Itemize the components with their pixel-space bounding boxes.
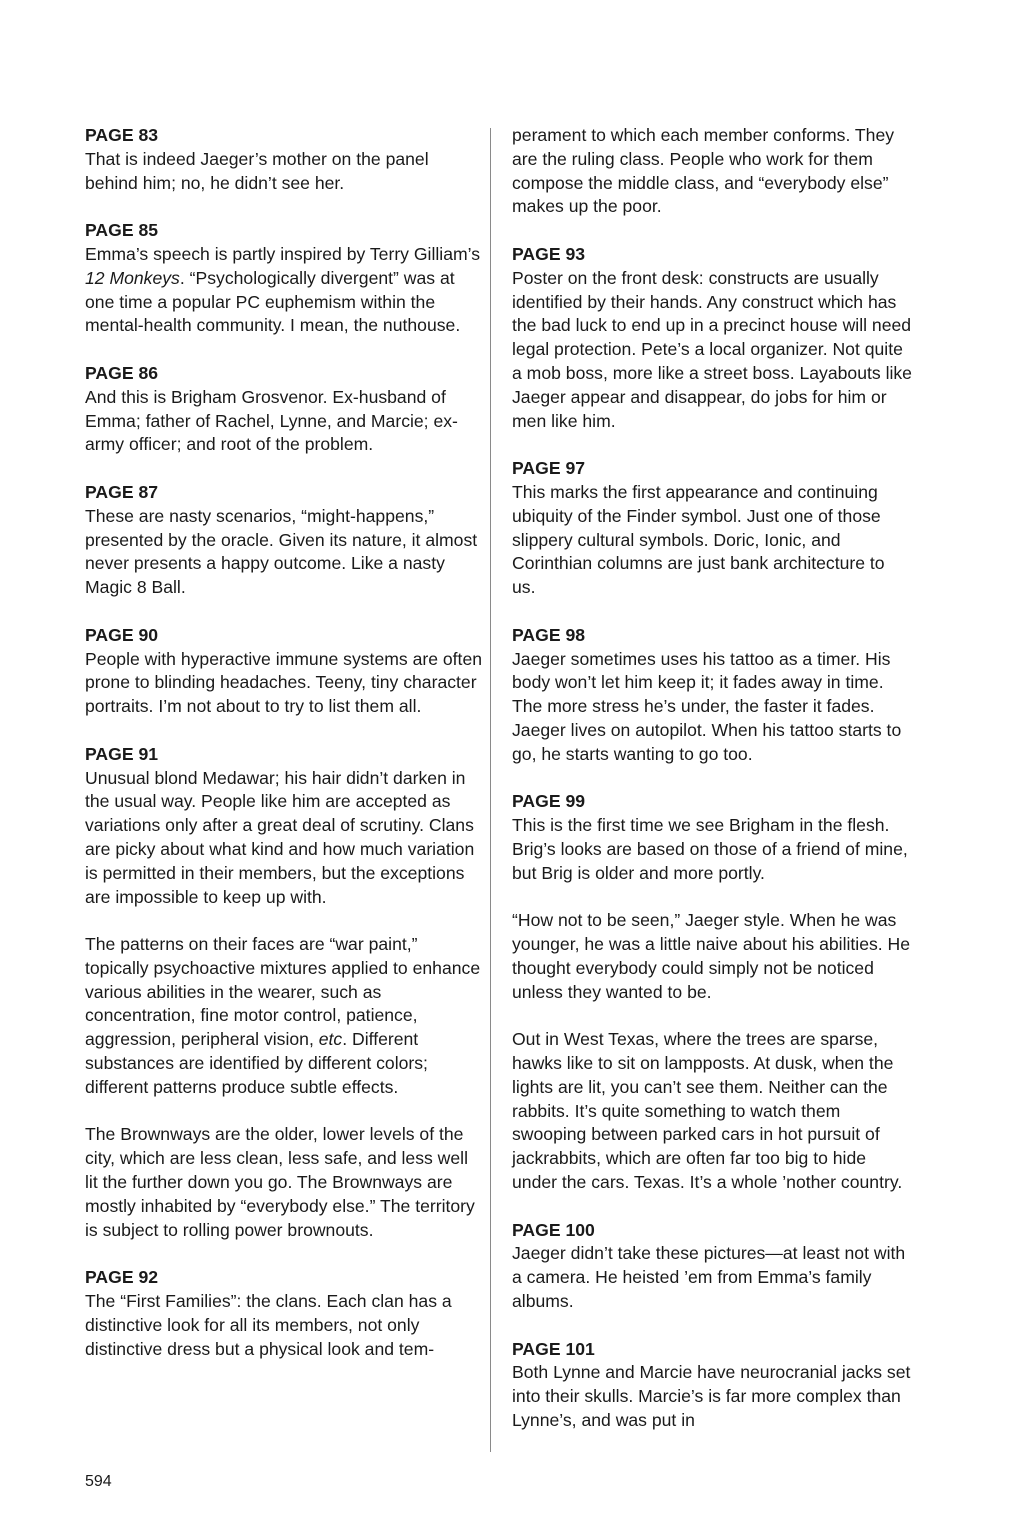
- note-page-101: Both Lynne and Marcie have neurocranial jacks set into their skulls. Marcie’s is far more complex than Lynne’s, and was put in: [512, 1362, 911, 1431]
- heading-page-100: PAGE 100: [512, 1219, 595, 1240]
- note-page-83: That is indeed Jaeger’s mother on the panel behind him; no, he didn’t see her.: [85, 148, 429, 193]
- left-column: [85, 124, 485, 1385]
- note-page-86: And this is Brigham Grosvenor. Ex-husband of Emma; father of Rachel, Lynne, and Marcie; ex-army officer; and root of the problem.: [85, 386, 458, 455]
- column-divider: [490, 128, 491, 1452]
- right-column: [512, 124, 912, 1457]
- note-page-99-para-3: Out in West Texas, where the trees are sparse, hawks like to sit on lampposts. At dusk, when the lights are lit, you can’t see them. Neither can the rabbits. It’s quite something to watch them swooping between parked cars in hot pursuit of jackrabbits, which are often far too big to hide under the cars. Texas. It’s a whole ’nother country.: [512, 1029, 903, 1193]
- note-page-98: Jaeger sometimes uses his tattoo as a timer. His body won’t let him keep it; it fades away in time. The more stress he’s under, the faster it fades. Jaeger lives on autopilot. When his tattoo starts to go, he starts wanting to go too.: [512, 648, 902, 764]
- note-page-91-para-2-part-b: . Different substances are identified by different colors; different patterns produce subtle effects.: [85, 1029, 428, 1097]
- heading-page-87: PAGE 87: [85, 481, 159, 502]
- note-page-100: Jaeger didn’t take these pictures—at least not with a camera. He heisted ’em from Emma’s family albums.: [512, 1243, 906, 1312]
- heading-page-90: PAGE 90: [85, 624, 159, 645]
- note-page-90: People with hyperactive immune systems are often prone to blinding headaches. Teeny, tiny character portraits. I’m not about to try to list them all.: [85, 648, 483, 717]
- heading-page-98: PAGE 98: [512, 624, 586, 645]
- note-page-97: This marks the first appearance and continuing ubiquity of the Finder symbol. Just one of those slippery cultural symbols. Doric, Ionic, and Corinthian columns are just bank architecture to us.: [512, 481, 885, 598]
- etc-italic: etc: [318, 1029, 343, 1050]
- note-page-85-part-b: . “Psychologically divergent” was at one time a popular PC euphemism within the mental-health community. I mean, the nuthouse.: [85, 267, 461, 336]
- heading-page-86: PAGE 86: [85, 362, 159, 383]
- heading-page-101: PAGE 101: [512, 1338, 595, 1359]
- note-page-99-para-1: This is the first time we see Brigham in the flesh. Brig’s looks are based on those of a friend of mine, but Brig is older and more portly.: [512, 815, 908, 883]
- film-title: 12 Monkeys: [85, 267, 180, 288]
- note-page-92: The “First Families”: the clans. Each clan has a distinctive look for all its members, not only distinctive dress but a physical look and tem-: [85, 1291, 452, 1359]
- note-page-99-para-2: “How not to be seen,” Jaeger style. When he was younger, he was a little naive about his abilities. He thought everybody could simply not be noticed unless they wanted to be.: [512, 910, 911, 1002]
- heading-page-93: PAGE 93: [512, 243, 586, 264]
- note-page-91-para-1: Unusual blond Medawar; his hair didn’t darken in the usual way. People like him are accepted as variations only after a great deal of scrutiny. Clans are picky about what kind and how much variation is permitted in their members, but the exceptions are impossible to keep up with.: [85, 767, 475, 907]
- note-page-91-para-2-part-a: The patterns on their faces are “war paint,” topically psychoactive mixtures applied to enhance various abilities in the wearer, such as concentration, fine motor control, patience, aggression, peripheral vision,: [85, 934, 481, 1050]
- note-page-85: [85, 243, 485, 338]
- heading-page-92: PAGE 92: [85, 1267, 159, 1288]
- page-number: 594: [85, 1473, 112, 1490]
- heading-page-85: PAGE 85: [85, 220, 159, 241]
- note-page-85-part-a: Emma’s speech is partly inspired by Terry Gilliam’s: [85, 243, 481, 264]
- heading-page-97: PAGE 97: [512, 458, 586, 479]
- note-page-87: These are nasty scenarios, “might-happens,” presented by the oracle. Given its nature, it almost never presents a happy outcome. Like a nasty Magic 8 Ball.: [85, 505, 478, 598]
- heading-page-83: PAGE 83: [85, 125, 159, 145]
- note-page-91-para-3: The Brownways are the older, lower levels of the city, which are less clean, less safe, and less well lit the further down you go. The Brownways are mostly inhabited by “everybody else.” The territory is subject to rolling power brownouts.: [85, 1124, 475, 1240]
- heading-page-91: PAGE 91: [85, 743, 159, 764]
- heading-page-99: PAGE 99: [512, 791, 586, 812]
- note-page-93: Poster on the front desk: constructs are usually identified by their hands. Any construct which has the bad luck to end up in a precinct house will need legal protection. Pete’s a local organizer. Not quite a mob boss, more like a street boss. Layabouts like Jaeger appear and disappear, do jobs for him or men like him.: [512, 267, 912, 431]
- note-page-92-continued: perament to which each member conforms. They are the ruling class. People who work for them compose the middle class, and “everybody else” makes up the poor.: [512, 125, 895, 217]
- note-page-91-para-2: [85, 933, 485, 1100]
